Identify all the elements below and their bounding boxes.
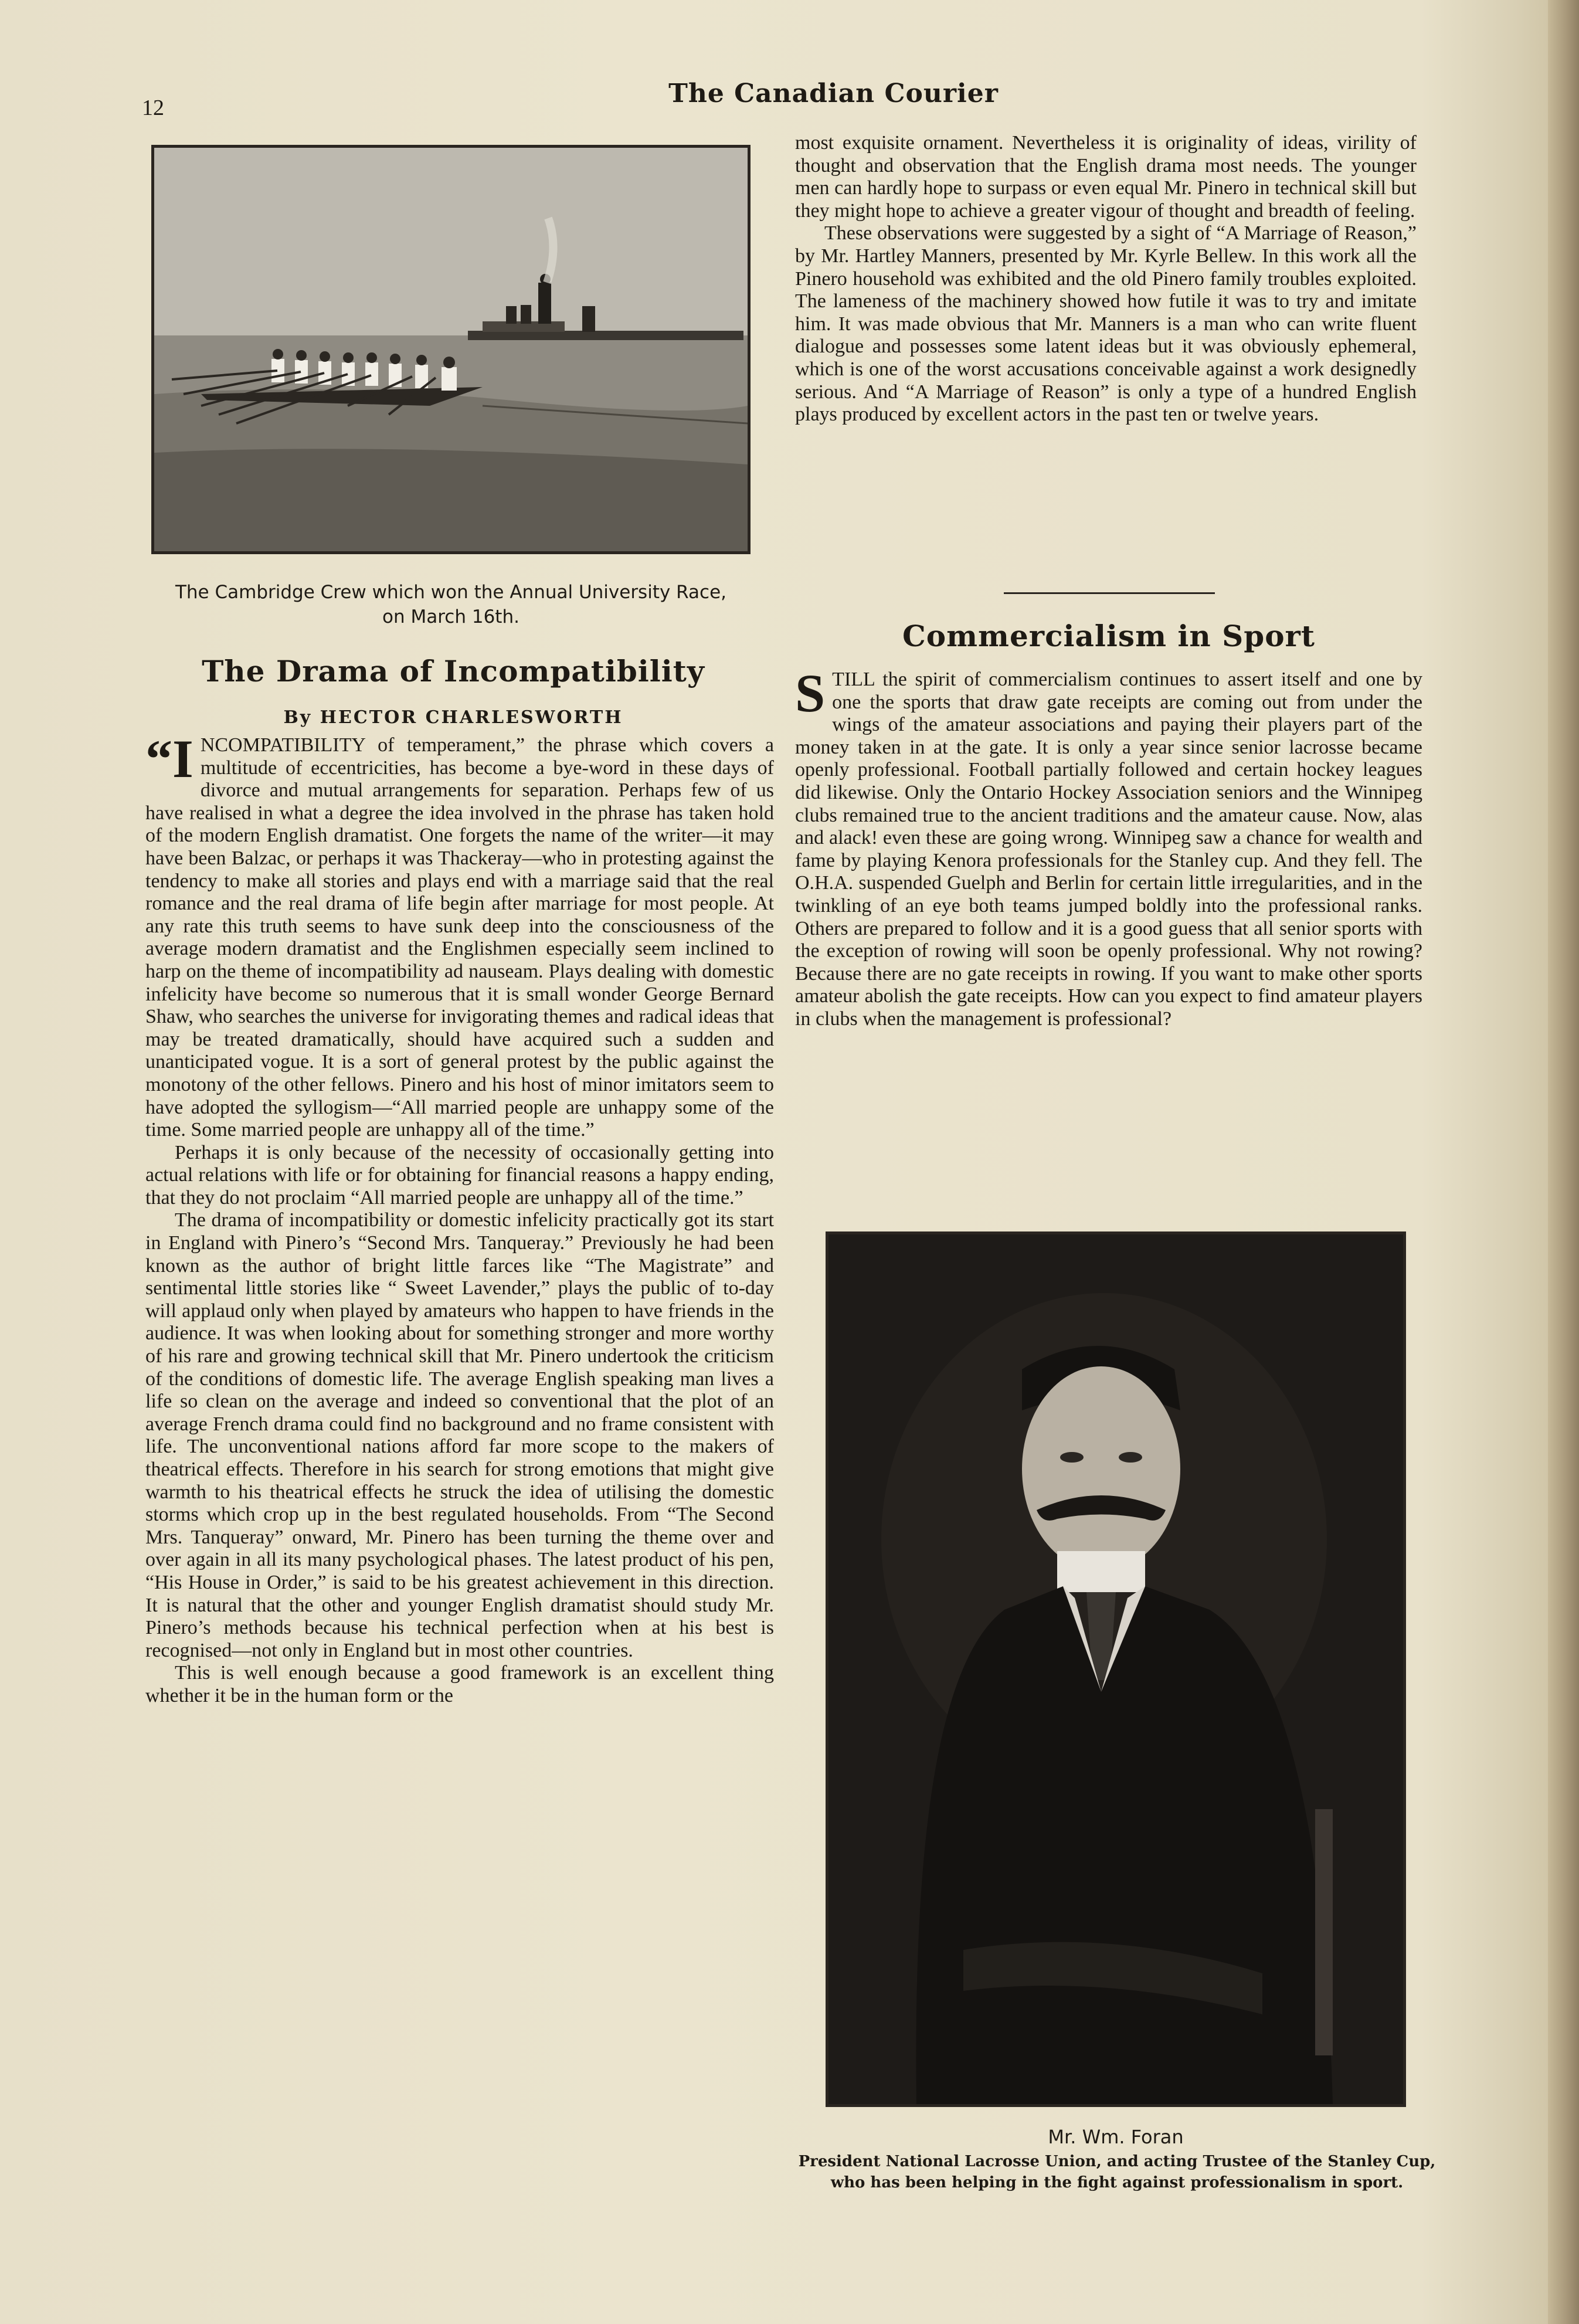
drama-article-byline: By HECTOR CHARLESWORTH <box>283 707 623 728</box>
rowing-boat-illustration <box>154 148 748 551</box>
drama-article-continuation <box>795 132 1417 426</box>
drama-continuation-paragraph-2: These observations were suggested by a sight of “A Marriage of Reason,” by Mr. Hartley Manners, presented by Mr. Kyrle Bellew. In this work all the Pinero household was exhibited and the old Pinero family troubles exploited. The lameness of the machinery showed how futile it was to try and imitate him. It was made obvious that Mr. Manners is a man who can write fluent dialogue and possesses some latent ideas but it was obviously ephemeral, which is one of the worst accusations conceivable against a work designedly serious. And “A Marriage of Reason” is only a type of a hundred English plays produced by excellent actors in the past ten or twelve years. <box>795 222 1417 426</box>
drama-paragraph-3: The drama of incompatibility or domestic infelicity practically got its start in England with Pinero’s “Second Mrs. Tanqueray.” Previously he had been known as the author of bright little farces like “The Magistrate” and sentimental little stories like “ Sweet Lavender,” plays the public of to-day will applaud only when played by amateurs who happen to have friends in the audience. It was when looking about for something stronger and more worthy of his rare and growing technical skill that Mr. Pinero undertook the criticism of the conditions of domestic life. The average English speaking man lives a life so clean on the average and indeed so conventional that the plot of an average French drama could find no background and no frame consistent with life. The unconventional nations afford far more scope to the makers of theatrical effects. Therefore in his search for strong emotions that might give warmth to his theatrical effects he struck the idea of utilising the domestic storms which crop up in the best regulated households. From “The Second Mrs. Tanqueray” onward, Mr. Pinero has been turning the theme over and over again in all its many psychological phases. The latest product of his pen, “His House in Order,” is said to be his greatest achievement in this direction. It is natural that the other and younger English dramatist should study Mr. Pinero’s methods because his technical perfection when at his best is recognised—not only in England but in most other countries. <box>145 1209 774 1661</box>
sport-article-body <box>795 663 1422 1031</box>
foran-portrait-photo <box>826 1231 1406 2107</box>
crew-photo-caption-line1: The Cambridge Crew which won the Annual University Race, <box>175 582 727 603</box>
portrait-name-caption: Mr. Wm. Foran <box>1048 2126 1184 2148</box>
section-divider <box>1004 592 1215 594</box>
publication-title: The Canadian Courier <box>668 79 999 108</box>
sport-paragraph <box>795 663 1422 1031</box>
drama-paragraph-1 <box>145 729 774 1142</box>
portrait-illustration <box>828 1234 1403 2104</box>
portrait-description-line2: who has been helping in the fight against professionalism in sport. <box>830 2174 1404 2191</box>
page-binding-edge <box>1548 0 1579 2324</box>
drama-dropcap: “I <box>145 729 193 789</box>
sport-article-title: Commercialism in Sport <box>902 619 1315 653</box>
drama-paragraph-4: This is well enough because a good framework is an excellent thing whether it be in the human form or the <box>145 1662 774 1706</box>
drama-paragraph-2: Perhaps it is only because of the necessity of occasionally getting into actual relations with life or for obtaining for financial reasons a happy ending, that they do not proclaim “All married people are unhappy all of the time.” <box>145 1141 774 1209</box>
portrait-description-line1: President National Lacrosse Union, and acting Trustee of the Stanley Cup, <box>798 2153 1436 2170</box>
crew-photo-caption-line2: on March 16th. <box>382 606 519 627</box>
drama-paragraph-1-text: NCOMPATIBILITY of temperament,” the phrase which covers a multitude of eccentricities, has become a bye-word in these days of divorce and mutual arrangements for separation. Perhaps few of us have realised in what a degree the idea involved in the phrase has taken hold of the modern English dramatist. One forgets the name of the writer—it may have been Balzac, or perhaps it was Thackeray—who in protesting against the tendency to make all stories and plays end with a marriage said that the real romance and the real drama of life begin after marriage for most people. At any rate this truth seems to have sunk deep into the consciousness of the average modern dramatist and the Englishmen especially seem inclined to harp on the theme of incompatibility ad nauseam. Plays dealing with domestic infelicity have become so numerous that it is small wonder George Bernard Shaw, who searches the universe for invigorating themes and radical ideas that may be treated dramatically, should have acquired such a sudden and unanticipated vogue. It is a sort of general protest by the public against the monotony of the other fellows. Pinero and his host of minor imitators seem to have adopted the syllogism—“All married people are unhappy some of the time. Some married people are unhappy all of the time.” <box>145 734 774 1141</box>
drama-article-body <box>145 729 774 1708</box>
drama-continuation-paragraph-1: most exquisite ornament. Nevertheless it is originality of ideas, virility of thought and observation that the English drama most needs. The younger men can hardly hope to surpass or even equal Mr. Pinero in technical skill but they might hope to achieve a greater vigour of thought and breadth of feeling. <box>795 132 1417 222</box>
drama-article-title: The Drama of Incompatibility <box>202 654 705 688</box>
page-number: 12 <box>142 96 164 120</box>
sport-paragraph-text: TILL the spirit of commercialism continues to assert itself and one by one the sports that draw gate receipts are coming out from under the wings of the amateur associations and paying their players part of the money taken in at the gate. It is only a year since senior lacrosse became openly professional. Football partially followed and certain hockey leagues did likewise. Only the Ontario Hockey Association seniors and the Winnipeg clubs remained true to the ancient traditions and the amateur cause. Now, alas and alack! even these are going wrong. Winnipeg saw a chance for wealth and fame by playing Kenora professionals for the Stanley cup. And they fell. The O.H.A. suspended Guelph and Berlin for certain little irregularities, and in the twinkling of an eye both teams jumped boldly into the professional ranks. Others are prepared to follow and it is a good guess that all senior sports with the exception of rowing will soon be openly professional. Why not rowing? Because there are no gate receipts in rowing. If you want to make other sports amateur abolish the gate receipts. How can you expect to find amateur players in clubs when the management is professional? <box>795 669 1422 1030</box>
sport-dropcap: S <box>795 663 826 723</box>
cambridge-crew-photo <box>151 145 751 554</box>
